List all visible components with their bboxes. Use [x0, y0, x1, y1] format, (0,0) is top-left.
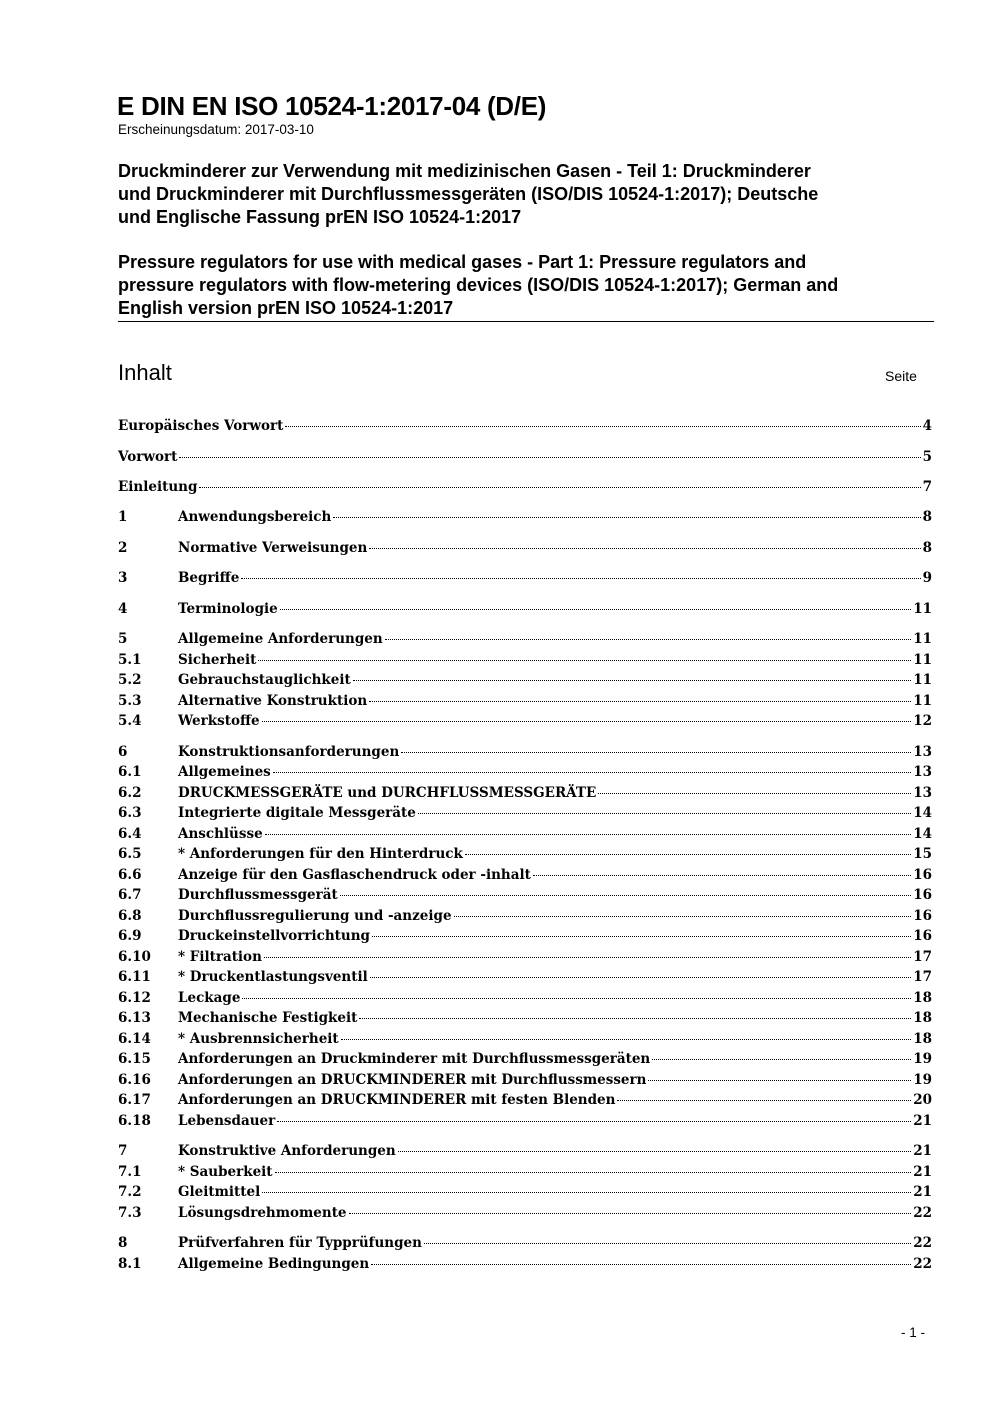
toc-entry-page: 15: [913, 846, 932, 862]
toc-entry-number: 3: [118, 570, 128, 586]
toc-entry-page: 16: [913, 908, 932, 924]
toc-entry-number: 6.8: [118, 908, 142, 924]
toc-entry-title: Europäisches Vorwort: [118, 418, 284, 434]
toc-entry-title: Integrierte digitale Messgeräte: [178, 805, 416, 821]
toc-entry-title: Durchflussmessgerät: [178, 887, 338, 903]
toc-entry-page: 11: [913, 652, 932, 668]
toc-entry[interactable]: [118, 845, 932, 865]
toc-entry-number: 6.3: [118, 805, 142, 821]
title-line: Druckminderer zur Verwendung mit medizinischen Gasen - Teil 1: Druckminderer: [118, 161, 811, 181]
toc-entry-page: 18: [913, 1031, 932, 1047]
toc-entry-number: 5: [118, 631, 128, 647]
toc-entry-title: Anforderungen an DRUCKMINDERER mit Durchflussmessern: [178, 1072, 647, 1088]
toc-entry-title: Alternative Konstruktion: [178, 693, 368, 709]
title-line: pressure regulators with flow-metering devices (ISO/DIS 10524-1:2017); German and: [118, 275, 839, 295]
toc-entry-title: Konstruktive Anforderungen: [178, 1143, 396, 1159]
toc-entry[interactable]: [118, 1091, 932, 1111]
toc-entry[interactable]: [118, 804, 932, 824]
toc-entry[interactable]: [118, 630, 932, 650]
toc-entry[interactable]: [118, 1234, 932, 1254]
toc-entry-page: 18: [913, 1010, 932, 1026]
toc-entry-page: 11: [913, 601, 932, 617]
toc-entry-title: * Druckentlastungsventil: [178, 969, 368, 985]
toc-entry[interactable]: [118, 448, 932, 468]
publication-date: Erscheinungsdatum: 2017-03-10: [118, 122, 314, 137]
toc-entry-page: 21: [913, 1164, 932, 1180]
toc-entry-page: 14: [913, 805, 932, 821]
toc-entry-page: 13: [913, 764, 932, 780]
toc-entry-number: 6.16: [118, 1072, 151, 1088]
toc-entry-page: 16: [913, 887, 932, 903]
toc-entry-title: DRUCKMESSGERÄTE und DURCHFLUSSMESSGERÄTE: [178, 785, 597, 801]
toc-entry-page: 19: [913, 1072, 932, 1088]
document-code: E DIN EN ISO 10524-1:2017-04 (D/E): [117, 91, 547, 121]
toc-dot-leader: [273, 760, 911, 773]
toc-page-column-heading: Seite: [885, 368, 917, 384]
toc-entry-title: * Sauberkeit: [178, 1164, 273, 1180]
toc-dot-leader: [418, 801, 911, 814]
toc-dot-leader: [349, 1201, 912, 1214]
toc-dot-leader: [652, 1047, 911, 1060]
toc-entry-number: 6.10: [118, 949, 151, 965]
toc-entry[interactable]: [118, 1142, 932, 1162]
toc-entry-page: 16: [913, 867, 932, 883]
title-divider: [118, 321, 934, 322]
toc-dot-leader: [385, 627, 912, 640]
toc-entry-page: 21: [913, 1113, 932, 1129]
toc-entry-title: Terminologie: [178, 601, 278, 617]
toc-dot-leader: [533, 863, 911, 876]
toc-entry-title: Druckeinstellvorrichtung: [178, 928, 370, 944]
toc-entry-number: 5.2: [118, 672, 142, 688]
title-german: [118, 160, 933, 229]
toc-entry-title: * Ausbrennsicherheit: [178, 1031, 339, 1047]
title-english: [118, 251, 933, 320]
toc-entry-number: 6.4: [118, 826, 142, 842]
toc-entry-title: Anzeige für den Gasflaschendruck oder -inhalt: [178, 867, 531, 883]
toc-entry-title: Allgemeines: [178, 764, 271, 780]
toc-entry[interactable]: [118, 1204, 932, 1224]
toc-entry-title: Mechanische Festigkeit: [178, 1010, 358, 1026]
toc-dot-leader: [370, 965, 911, 978]
toc-entry-title: Prüfverfahren für Typprüfungen: [178, 1235, 422, 1251]
toc-dot-leader: [369, 536, 920, 549]
toc-entry[interactable]: [118, 539, 932, 559]
toc-entry-number: 5.4: [118, 713, 142, 729]
toc-dot-leader: [277, 1109, 911, 1122]
toc-entry-number: 6.12: [118, 990, 151, 1006]
toc-entry-title: Gebrauchstauglichkeit: [178, 672, 351, 688]
toc-entry[interactable]: [118, 1112, 932, 1132]
toc-entry-title: Durchflussregulierung und -anzeige: [178, 908, 452, 924]
toc-entry[interactable]: [118, 417, 932, 437]
toc-entry-title: Lösungsdrehmomente: [178, 1205, 347, 1221]
toc-entry-page: 8: [922, 540, 932, 556]
toc-entry[interactable]: [118, 1255, 932, 1275]
toc-dot-leader: [275, 1160, 912, 1173]
toc-dot-leader: [333, 505, 920, 518]
toc-entry[interactable]: [118, 886, 932, 906]
toc-dot-leader: [617, 1088, 911, 1101]
toc-dot-leader: [598, 781, 911, 794]
toc-entry-page: 17: [913, 949, 932, 965]
toc-entry[interactable]: [118, 1009, 932, 1029]
toc-entry-number: 8.1: [118, 1256, 142, 1272]
toc-dot-leader: [454, 904, 912, 917]
toc-entry-title: Einleitung: [118, 479, 198, 495]
toc-entry-number: 5.1: [118, 652, 142, 668]
toc-dot-leader: [280, 597, 911, 610]
toc-entry-number: 6.2: [118, 785, 142, 801]
toc-entry-page: 12: [913, 713, 932, 729]
toc-dot-leader: [285, 414, 920, 427]
toc-dot-leader: [648, 1068, 911, 1081]
toc-entry-page: 22: [913, 1235, 932, 1251]
toc-entry-page: 5: [922, 449, 932, 465]
toc-entry[interactable]: [118, 569, 932, 589]
toc-entry-page: 22: [913, 1256, 932, 1272]
toc-entry-number: 7.3: [118, 1205, 142, 1221]
toc-entry-page: 13: [913, 744, 932, 760]
toc-dot-leader: [262, 1180, 911, 1193]
title-line: English version prEN ISO 10524-1:2017: [118, 298, 454, 318]
toc-entry-number: 6.17: [118, 1092, 151, 1108]
toc-entry-number: 6.18: [118, 1113, 151, 1129]
toc-entry-number: 6.6: [118, 867, 142, 883]
toc-entry-title: Begriffe: [178, 570, 240, 586]
toc-entry-number: 6.5: [118, 846, 142, 862]
toc-dot-leader: [353, 668, 911, 681]
toc-entry-title: Anschlüsse: [178, 826, 263, 842]
toc-entry-title: Normative Verweisungen: [178, 540, 368, 556]
toc-entry-title: * Anforderungen für den Hinterdruck: [178, 846, 463, 862]
toc-dot-leader: [242, 986, 911, 999]
toc-dot-leader: [401, 740, 911, 753]
toc-entry-title: * Filtration: [178, 949, 262, 965]
toc-entry-number: 7.2: [118, 1184, 142, 1200]
toc-dot-leader: [340, 883, 912, 896]
toc-entry-page: 7: [922, 479, 932, 495]
toc-entry-number: 2: [118, 540, 128, 556]
toc-entry-number: 6.7: [118, 887, 142, 903]
toc-entry[interactable]: [118, 1183, 932, 1203]
toc-entry-page: 9: [922, 570, 932, 586]
toc-entry-page: 8: [922, 509, 932, 525]
toc-entry-title: Leckage: [178, 990, 241, 1006]
toc-entry-page: 19: [913, 1051, 932, 1067]
toc-entry-page: 11: [913, 672, 932, 688]
toc-entry[interactable]: [118, 1050, 932, 1070]
page-number: - 1 -: [901, 1325, 926, 1340]
title-line: und Druckminderer mit Durchflussmessgeräten (ISO/DIS 10524-1:2017); Deutsche: [118, 184, 819, 204]
toc-entry[interactable]: [118, 478, 932, 498]
toc-entry-title: Gleitmittel: [178, 1184, 261, 1200]
toc-dot-leader: [262, 709, 912, 722]
toc-dot-leader: [359, 1006, 911, 1019]
toc-entry-page: 11: [913, 631, 932, 647]
toc-entry-title: Anforderungen an DRUCKMINDERER mit festen Blenden: [178, 1092, 616, 1108]
toc-entry-title: Lebensdauer: [178, 1113, 276, 1129]
toc-entry[interactable]: [118, 671, 932, 691]
toc-heading: Inhalt: [118, 360, 172, 385]
title-line: und Englische Fassung prEN ISO 10524-1:2017: [118, 207, 522, 227]
toc-entry-title: Anwendungsbereich: [178, 509, 332, 525]
toc-dot-leader: [179, 445, 920, 458]
toc-entry-number: 7.1: [118, 1164, 142, 1180]
toc-dot-leader: [465, 842, 911, 855]
toc-dot-leader: [265, 822, 912, 835]
toc-entry-title: Anforderungen an Druckminderer mit Durchflussmessgeräten: [178, 1051, 651, 1067]
toc-entry-number: 6.11: [118, 969, 151, 985]
toc-entry-number: 6.14: [118, 1031, 151, 1047]
toc-entry-title: Allgemeine Anforderungen: [178, 631, 383, 647]
toc-entry-number: 6.1: [118, 764, 142, 780]
toc-entry-title: Vorwort: [118, 449, 178, 465]
toc-dot-leader: [199, 475, 920, 488]
toc-entry[interactable]: [118, 968, 932, 988]
toc-entry-page: 16: [913, 928, 932, 944]
toc-entry-number: 6.13: [118, 1010, 151, 1026]
toc-entry-page: 18: [913, 990, 932, 1006]
toc-entry[interactable]: [118, 712, 932, 732]
toc-dot-leader: [264, 945, 911, 958]
toc-dot-leader: [372, 924, 911, 937]
toc-entry-number: 8: [118, 1235, 128, 1251]
toc-entry-title: Allgemeine Bedingungen: [178, 1256, 370, 1272]
toc-entry-page: 22: [913, 1205, 932, 1221]
toc-entry-number: 5.3: [118, 693, 142, 709]
toc-entry-title: Werkstoffe: [178, 713, 260, 729]
toc-entry-number: 1: [118, 509, 128, 525]
toc-entry-page: 21: [913, 1143, 932, 1159]
toc-entry-number: 6: [118, 744, 128, 760]
toc-dot-leader: [241, 566, 920, 579]
toc-entry-page: 4: [922, 418, 932, 434]
toc-entry-page: 11: [913, 693, 932, 709]
toc-entry-title: Sicherheit: [178, 652, 257, 668]
toc-entry-number: 6.15: [118, 1051, 151, 1067]
toc-entry[interactable]: [118, 763, 932, 783]
toc-dot-leader: [341, 1027, 912, 1040]
toc-entry[interactable]: [118, 508, 932, 528]
toc-entry-page: 20: [913, 1092, 932, 1108]
toc-entry-page: 17: [913, 969, 932, 985]
toc-entry-page: 21: [913, 1184, 932, 1200]
title-line: Pressure regulators for use with medical gases - Part 1: Pressure regulators and: [118, 252, 807, 272]
toc-entry-page: 13: [913, 785, 932, 801]
toc-dot-leader: [424, 1231, 911, 1244]
toc-entry-title: Konstruktionsanforderungen: [178, 744, 400, 760]
toc-entry[interactable]: [118, 600, 932, 620]
toc-dot-leader: [398, 1139, 912, 1152]
toc-dot-leader: [369, 689, 911, 702]
toc-entry-number: 6.9: [118, 928, 142, 944]
toc-entry-page: 14: [913, 826, 932, 842]
toc-dot-leader: [371, 1252, 911, 1265]
toc-entry-number: 7: [118, 1143, 128, 1159]
toc-entry-number: 4: [118, 601, 128, 617]
toc-entry[interactable]: [118, 927, 932, 947]
toc-dot-leader: [258, 648, 911, 661]
